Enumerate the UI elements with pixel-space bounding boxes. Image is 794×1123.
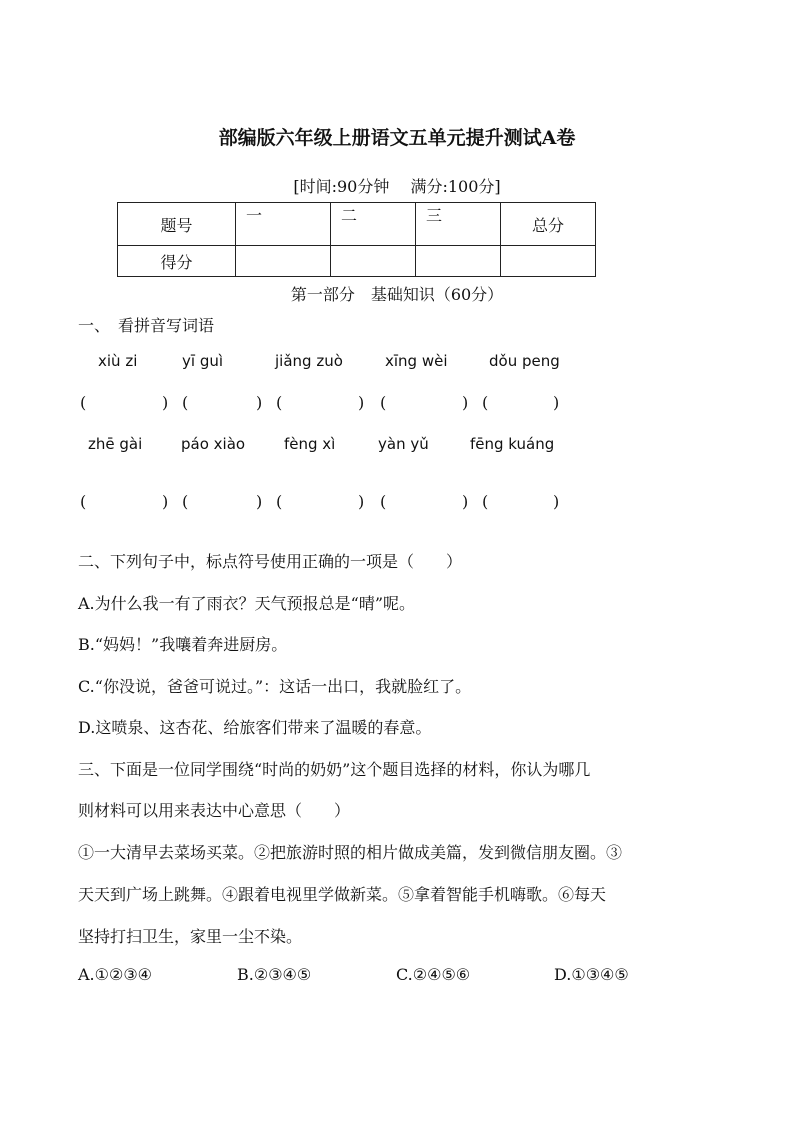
score-table-header-cell: 题号 (118, 203, 236, 246)
q3-choice-b: B.②③④⑤ (237, 965, 312, 984)
answer-paren-open: ( (482, 492, 489, 511)
pinyin-item: jiǎng zuò (275, 352, 343, 370)
answer-paren-close: ) (162, 492, 169, 511)
answer-paren-open: ( (380, 393, 387, 412)
score-table-blank-cell (416, 246, 501, 277)
score-table-blank-cell (236, 246, 331, 277)
answer-paren-open: ( (80, 492, 87, 511)
score-table-header-cell: 一 (236, 203, 331, 246)
pinyin-item: yàn yǔ (378, 435, 429, 453)
pinyin-item: fèng xì (284, 435, 336, 453)
q3-material-line1: ①一大清早去菜场买菜。②把旅游时照的相片做成美篇，发到微信朋友圈。③ (78, 843, 623, 862)
pinyin-item: yī guì (182, 352, 224, 370)
q2-option-d: D.这喷泉、这杏花、给旅客们带来了温暖的春意。 (78, 718, 432, 737)
q2-option-c: C.“你没说，爸爸可说过。”：这话一出口，我就脸红了。 (78, 677, 472, 696)
answer-paren-open: ( (276, 492, 283, 511)
q2-heading: 二、下列句子中，标点符号使用正确的一项是（ ） (78, 552, 463, 571)
answer-paren-close: ) (358, 393, 365, 412)
pinyin-item: fēng kuáng (470, 435, 555, 453)
score-table-row-label: 得分 (118, 246, 236, 277)
answer-paren-close: ) (462, 393, 469, 412)
score-table-header-cell: 二 (331, 203, 416, 246)
answer-paren-close: ) (553, 393, 560, 412)
answer-paren-close: ) (358, 492, 365, 511)
score-table (117, 202, 596, 277)
answer-paren-close: ) (553, 492, 560, 511)
answer-paren-open: ( (182, 393, 189, 412)
answer-paren-open: ( (380, 492, 387, 511)
answer-paren-close: ) (256, 393, 263, 412)
part-heading: 第一部分 基础知识（60分） (290, 285, 504, 304)
answer-paren-close: ) (162, 393, 169, 412)
score-table-header-cell: 总分 (501, 203, 596, 246)
q3-heading-line2: 则材料可以用来表达中心意思（ ） (78, 801, 351, 820)
answer-paren-open: ( (80, 393, 87, 412)
pinyin-item: xiù zi (98, 352, 138, 370)
pinyin-item: xīng wèi (385, 352, 448, 370)
q3-choice-a: A.①②③④ (78, 965, 153, 984)
pinyin-item: dǒu peng (489, 352, 560, 370)
q3-material-line2: 天天到广场上跳舞。④跟着电视里学做新菜。⑤拿着智能手机嗨歌。⑥每天 (78, 885, 607, 904)
q2-option-a: A.为什么我一有了雨衣？天气预报总是“晴”呢。 (78, 594, 416, 613)
q3-choice-d: D.①③④⑤ (554, 965, 629, 984)
q1-heading: 一、 看拼音写词语 (78, 316, 215, 335)
document-title: 部编版六年级上册语文五单元提升测试A卷 (218, 127, 576, 149)
answer-paren-close: ) (462, 492, 469, 511)
pinyin-item: zhē gài (88, 435, 143, 453)
score-table-header-cell: 三 (416, 203, 501, 246)
answer-paren-open: ( (182, 492, 189, 511)
pinyin-item: páo xiào (181, 435, 246, 453)
score-table-blank-cell (331, 246, 416, 277)
answer-paren-open: ( (276, 393, 283, 412)
q3-material-line3: 坚持打扫卫生，家里一尘不染。 (78, 927, 303, 946)
answer-paren-close: ) (256, 492, 263, 511)
q3-heading-line1: 三、下面是一位同学围绕“时尚的奶奶”这个题目选择的材料，你认为哪几 (78, 760, 591, 779)
exam-time-and-score: [时间:90分钟 满分:100分] (293, 177, 501, 196)
score-table-blank-cell (501, 246, 596, 277)
q3-choice-c: C.②④⑤⑥ (396, 965, 471, 984)
answer-paren-open: ( (482, 393, 489, 412)
q2-option-b: B.“妈妈！”我嚷着奔进厨房。 (78, 635, 288, 654)
